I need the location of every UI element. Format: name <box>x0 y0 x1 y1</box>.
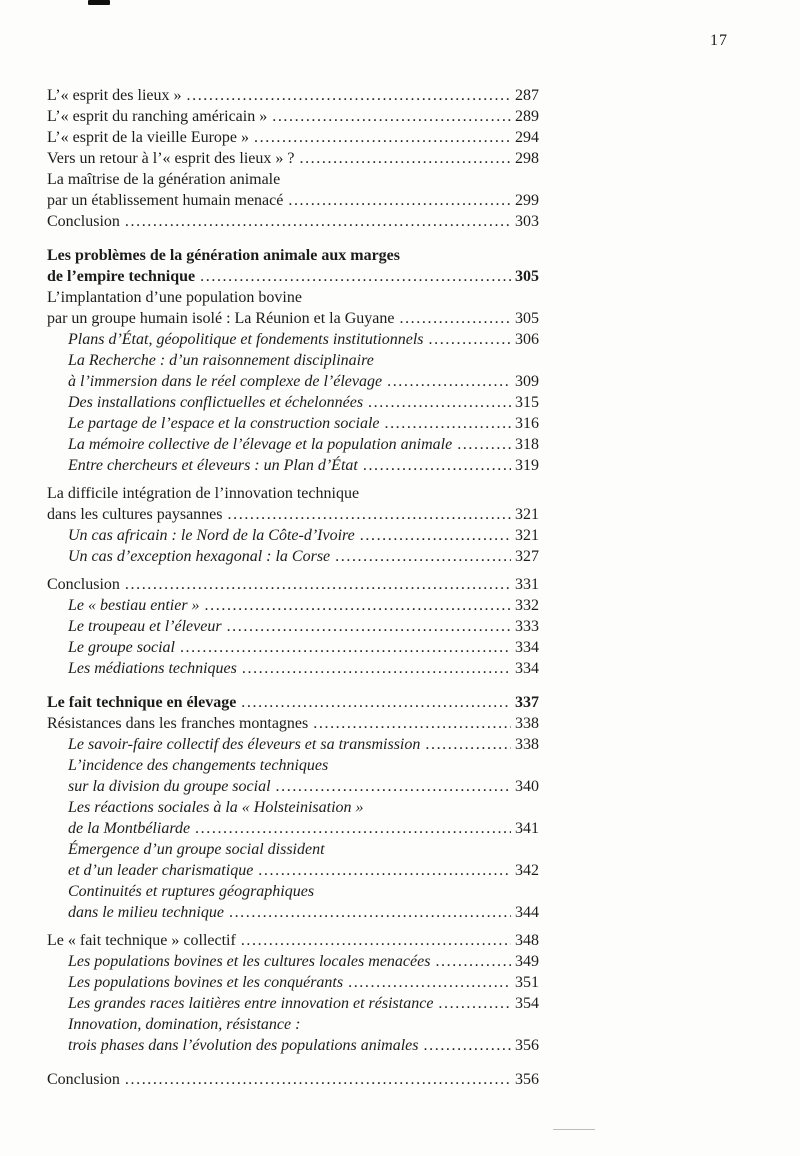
toc-entry-row <box>68 434 539 455</box>
dotted-leader <box>125 574 511 595</box>
toc-entry-row <box>68 972 539 993</box>
toc-entry <box>47 797 539 839</box>
dotted-leader <box>241 930 511 951</box>
toc-entry-page: 340 <box>515 778 539 795</box>
toc-entry-page: 299 <box>515 192 539 209</box>
toc-entry-title: Entre chercheurs et éleveurs : un Plan d’État <box>68 457 358 474</box>
toc-entry-row <box>47 85 539 106</box>
dotted-leader <box>363 455 511 476</box>
toc-entry-title: La mémoire collective de l’élevage et la population animale <box>68 436 453 453</box>
toc-entry-title: Le « fait technique » collectif <box>47 932 236 949</box>
toc-entry-title: Conclusion <box>47 213 120 230</box>
toc-entry <box>47 455 539 476</box>
toc-entry-row <box>47 713 539 734</box>
toc-entry <box>47 148 539 169</box>
toc-entry-title: Les populations bovines et les cultures locales menacées <box>68 953 431 970</box>
toc-entry <box>47 434 539 455</box>
toc-entry-title: dans les cultures paysannes <box>47 506 223 523</box>
toc-entry-page: 332 <box>515 597 539 614</box>
toc-entry <box>47 595 539 616</box>
toc-entry-row <box>47 211 539 232</box>
dotted-leader <box>438 993 511 1014</box>
dotted-leader <box>457 434 511 455</box>
toc-entry-line: Les problèmes de la génération animale aux marges <box>47 247 401 264</box>
toc-entry-page: 348 <box>515 932 539 949</box>
toc-entry-page: 337 <box>515 694 539 711</box>
page-number: 17 <box>710 32 728 49</box>
toc-list <box>47 85 539 1090</box>
toc-entry-page: 294 <box>515 129 539 146</box>
dotted-leader <box>254 127 511 148</box>
toc-entry <box>47 972 539 993</box>
toc-entry-page: 306 <box>515 331 539 348</box>
toc-entry-row <box>68 658 539 679</box>
toc-entry-line: L’incidence des changements techniques <box>68 757 329 774</box>
dotted-leader <box>368 392 511 413</box>
toc-entry-title: Les populations bovines et les conquérants <box>68 974 344 991</box>
dotted-leader <box>180 637 511 658</box>
toc-entry-title: Le « bestiau entier » <box>68 597 200 614</box>
dotted-leader <box>399 308 511 329</box>
dotted-leader <box>288 190 511 211</box>
toc-entry-title: L’« esprit de la vieille Europe » <box>47 129 250 146</box>
toc-entry <box>47 692 539 713</box>
toc-entry-row <box>68 413 539 434</box>
toc-entry-line: Innovation, domination, résistance : <box>68 1016 301 1033</box>
toc-entry-title: sur la division du groupe social <box>68 778 271 795</box>
dotted-leader <box>360 525 511 546</box>
toc-entry-page: 356 <box>515 1071 539 1088</box>
toc-entry-row <box>68 525 539 546</box>
toc-entry-row <box>68 951 539 972</box>
toc-entry-page: 298 <box>515 150 539 167</box>
toc-entry-title: Les grandes races laitières entre innovation et résistance <box>68 995 434 1012</box>
toc-entry-title: Conclusion <box>47 576 120 593</box>
dotted-leader <box>425 734 511 755</box>
toc-entry-row <box>68 637 539 658</box>
toc-entry-page: 349 <box>515 953 539 970</box>
toc-entry-page: 354 <box>515 995 539 1012</box>
toc-entry-page: 327 <box>515 548 539 565</box>
toc-entry <box>47 658 539 679</box>
dotted-leader <box>272 106 511 127</box>
toc-entry-title: dans le milieu technique <box>68 904 224 921</box>
toc-entry-row <box>68 546 539 567</box>
dotted-leader <box>435 951 511 972</box>
toc-entry-title: trois phases dans l’évolution des populations animales <box>68 1037 419 1054</box>
dotted-leader <box>276 776 511 797</box>
toc-entry <box>47 951 539 972</box>
toc-entry-line: L’implantation d’une population bovine <box>47 289 302 306</box>
toc-entry-page: 319 <box>515 457 539 474</box>
toc-entry-line: La maîtrise de la génération animale <box>47 171 281 188</box>
toc-entry-page: 338 <box>515 736 539 753</box>
toc-entry <box>47 1069 539 1090</box>
toc-entry-title: Un cas d’exception hexagonal : la Corse <box>68 548 331 565</box>
toc-entry-page: 315 <box>515 394 539 411</box>
toc-entry-title: par un établissement humain menacé <box>47 192 284 209</box>
toc-entry <box>47 287 539 329</box>
toc-entry-page: 316 <box>515 415 539 432</box>
toc-entry-title: Le troupeau et l’éleveur <box>68 618 222 635</box>
toc-entry-page: 305 <box>515 310 539 327</box>
toc-entry-row <box>47 308 539 329</box>
toc-entry-row <box>47 106 539 127</box>
toc-entry-title: Le partage de l’espace et la construction sociale <box>68 415 380 432</box>
toc-entry <box>47 169 539 211</box>
toc-entry-title: Le fait technique en élevage <box>47 694 237 711</box>
toc-entry-row <box>47 692 539 713</box>
toc-entry-row <box>68 455 539 476</box>
toc-entry-row <box>47 266 539 287</box>
toc-entry-page: 331 <box>515 576 539 593</box>
dotted-leader <box>242 658 511 679</box>
toc-entry <box>47 483 539 525</box>
toc-entry <box>47 350 539 392</box>
toc-entry-row <box>68 776 539 797</box>
toc-entry-row <box>47 574 539 595</box>
toc-entry-row <box>68 1035 539 1056</box>
toc-entry-title: Des installations conflictuelles et échelonnées <box>68 394 364 411</box>
toc-entry <box>47 413 539 434</box>
toc-entry <box>47 245 539 287</box>
toc-entry-title: de la Montbéliarde <box>68 820 191 837</box>
toc-entry-row <box>68 993 539 1014</box>
dotted-leader <box>241 692 511 713</box>
toc-entry-row <box>68 616 539 637</box>
toc-entry-line: Les réactions sociales à la « Holsteinisation » <box>68 799 364 816</box>
toc-entry-page: 334 <box>515 639 539 656</box>
toc-entry-page: 356 <box>515 1037 539 1054</box>
toc-entry-row <box>68 329 539 350</box>
dotted-leader <box>187 85 512 106</box>
toc-entry-line: La difficile intégration de l’innovation technique <box>47 485 360 502</box>
toc-entry-title: Conclusion <box>47 1071 120 1088</box>
dotted-leader <box>125 211 511 232</box>
toc-entry-page: 333 <box>515 618 539 635</box>
toc-entry <box>47 930 539 951</box>
toc-entry-row <box>68 595 539 616</box>
dotted-leader <box>228 504 511 525</box>
dotted-leader <box>200 266 511 287</box>
toc-entry-row <box>68 734 539 755</box>
toc-entry-row <box>68 371 539 392</box>
toc-entry-row <box>47 930 539 951</box>
toc-entry-page: 351 <box>515 974 539 991</box>
toc-entry-title: L’« esprit du ranching américain » <box>47 108 268 125</box>
toc-entry <box>47 106 539 127</box>
dotted-leader <box>335 546 511 567</box>
toc-entry <box>47 993 539 1014</box>
toc-entry <box>47 637 539 658</box>
toc-entry-page: 318 <box>515 436 539 453</box>
toc-entry <box>47 616 539 637</box>
dotted-leader <box>424 1035 511 1056</box>
toc-entry <box>47 713 539 734</box>
toc-entry-page: 338 <box>515 715 539 732</box>
toc-entry-title: et d’un leader charismatique <box>68 862 254 879</box>
toc-entry-title: L’« esprit des lieux » <box>47 87 182 104</box>
toc-entry-page: 342 <box>515 862 539 879</box>
toc-entry-title: Plans d’État, géopolitique et fondements institutionnels <box>68 331 424 348</box>
scan-artifact <box>553 1129 595 1130</box>
toc-entry-page: 321 <box>515 506 539 523</box>
toc-entry-row <box>47 504 539 525</box>
toc-entry-row <box>47 127 539 148</box>
toc-entry-title: Un cas africain : le Nord de la Côte-d’Ivoire <box>68 527 355 544</box>
toc-entry-title: Résistances dans les franches montagnes <box>47 715 309 732</box>
toc-entry <box>47 392 539 413</box>
toc-entry-row <box>47 190 539 211</box>
dotted-leader <box>384 413 511 434</box>
dotted-leader <box>313 713 511 734</box>
toc-entry <box>47 574 539 595</box>
toc-entry-page: 321 <box>515 527 539 544</box>
toc-entry <box>47 329 539 350</box>
toc-entry-title: Vers un retour à l’« esprit des lieux » ? <box>47 150 295 167</box>
dotted-leader <box>387 371 511 392</box>
toc-entry <box>47 1014 539 1056</box>
dotted-leader <box>227 616 511 637</box>
toc-entry-line: Continuités et ruptures géographiques <box>68 883 315 900</box>
toc-entry-row <box>47 1069 539 1090</box>
dotted-leader <box>258 860 511 881</box>
dotted-leader <box>229 902 511 923</box>
scan-artifact <box>88 0 110 5</box>
toc-entry <box>47 755 539 797</box>
toc-entry-row <box>47 148 539 169</box>
toc-entry-page: 344 <box>515 904 539 921</box>
toc-entry-page: 303 <box>515 213 539 230</box>
toc-entry-title: à l’immersion dans le réel complexe de l’élevage <box>68 373 383 390</box>
toc-entry <box>47 839 539 881</box>
toc-entry-page: 334 <box>515 660 539 677</box>
dotted-leader <box>429 329 511 350</box>
toc-entry-title: Le savoir-faire collectif des éleveurs et sa transmission <box>68 736 421 753</box>
toc-entry <box>47 881 539 923</box>
toc-entry <box>47 546 539 567</box>
dotted-leader <box>195 818 511 839</box>
toc-entry-title: Les médiations techniques <box>68 660 237 677</box>
toc-entry-row <box>68 902 539 923</box>
toc-entry <box>47 211 539 232</box>
dotted-leader <box>205 595 511 616</box>
toc-entry-row <box>68 818 539 839</box>
toc-entry <box>47 734 539 755</box>
toc-entry <box>47 127 539 148</box>
toc-entry-line: La Recherche : d’un raisonnement disciplinaire <box>68 352 374 369</box>
toc-entry-page: 341 <box>515 820 539 837</box>
toc-entry-title: par un groupe humain isolé : La Réunion et la Guyane <box>47 310 395 327</box>
toc-entry-page: 289 <box>515 108 539 125</box>
toc-entry-row <box>68 392 539 413</box>
toc-entry-page: 287 <box>515 87 539 104</box>
toc-entry-title: Le groupe social <box>68 639 175 656</box>
toc-entry-line: Émergence d’un groupe social dissident <box>68 841 325 858</box>
toc-entry-page: 305 <box>515 268 539 285</box>
toc-entry-title: de l’empire technique <box>47 268 196 285</box>
toc-entry <box>47 85 539 106</box>
toc-entry <box>47 525 539 546</box>
dotted-leader <box>125 1069 511 1090</box>
toc-entry-row <box>68 860 539 881</box>
toc-entry-page: 309 <box>515 373 539 390</box>
dotted-leader <box>348 972 511 993</box>
dotted-leader <box>299 148 511 169</box>
